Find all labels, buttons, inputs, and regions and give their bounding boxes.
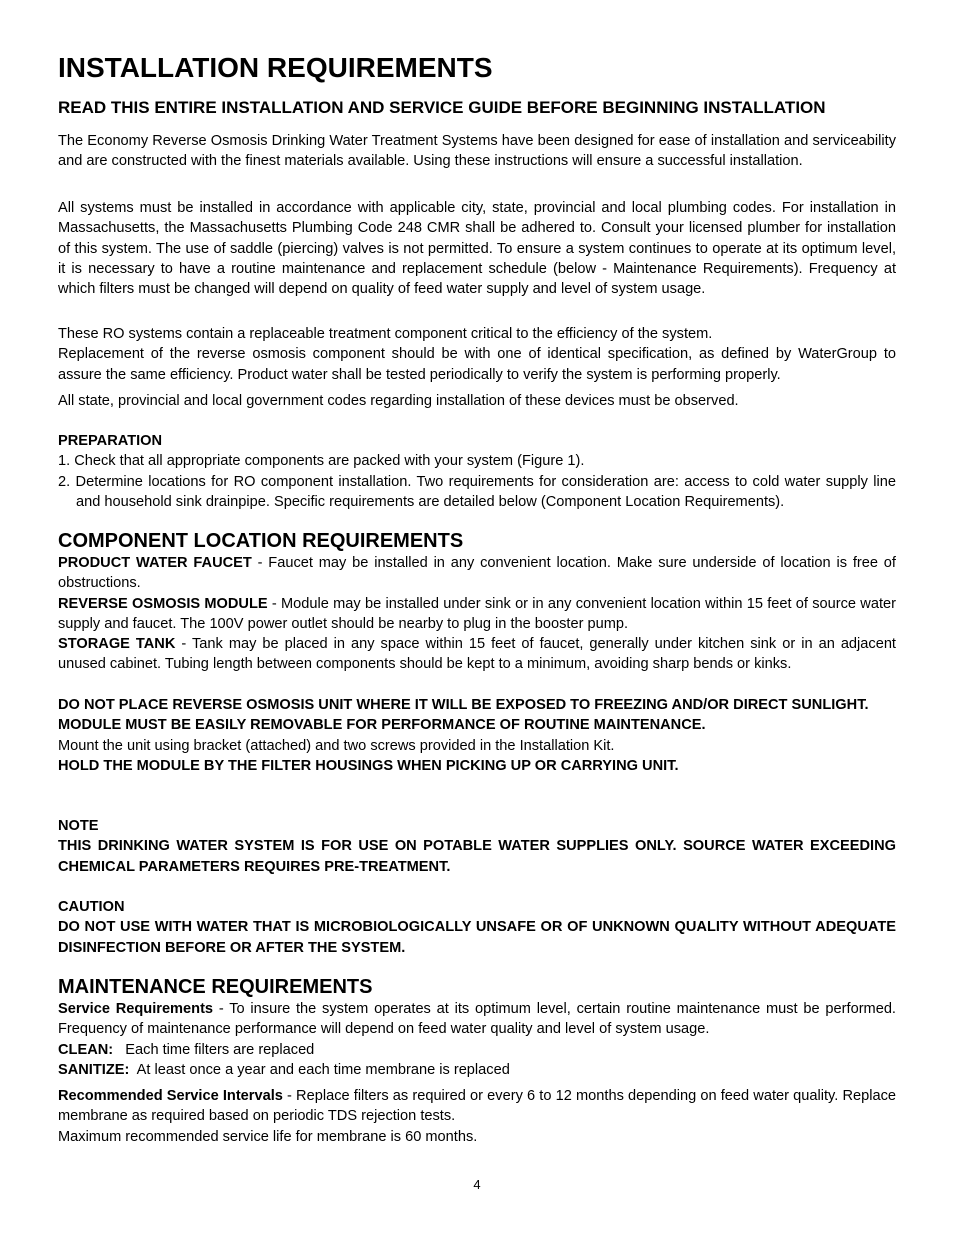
list-item: 1. Check that all appropriate components are packed with your system (Figure 1). — [58, 453, 585, 470]
component-section — [58, 553, 896, 675]
note-section: NOTE THIS DRINKING WATER SYSTEM IS FOR USE ON POTABLE WATER SUPPLIES ONLY. SOURCE WATER EXCEEDING CHEMICAL PARAMETERS REQUIRES PRE-TREATMENT. — [58, 818, 896, 875]
preparation-heading: PREPARATION — [58, 433, 163, 449]
component-item: PRODUCT WATER FAUCET - Faucet may be installed in any convenient location. Make sure underside of location is free of obstructions. — [58, 555, 896, 592]
page-title: INSTALLATION REQUIREMENTS — [58, 52, 493, 83]
component-item: STORAGE TANK - Tank may be placed in any space within 15 feet of faucet, generally under kitchen sink or in an adjacent unused cabinet. Tubing length between components should be kept to a minimum, avoiding sharp bends or kinks. — [58, 636, 896, 673]
preparation-section — [58, 431, 896, 512]
intro-paragraph-4: All state, provincial and local government codes regarding installation of these devices must be observed. — [58, 393, 739, 409]
intro-paragraph-1: The Economy Reverse Osmosis Drinking Water Treatment Systems have been designed for ease of installation and serviceability and are constructed with the finest materials available. Using these instructions will ensure a successful installation. — [58, 133, 896, 170]
component-item: REVERSE OSMOSIS MODULE - Module may be installed under sink or in any convenient location within 15 feet of source water supply and faucet. The 100V power outlet should be nearby to plug in the booster pump. — [58, 595, 896, 632]
caution-section: CAUTION DO NOT USE WITH WATER THAT IS MICROBIOLOGICALLY UNSAFE OR OF UNKNOWN QUALITY WITHOUT ADEQUATE DISINFECTION BEFORE OR AFTER THE SYSTEM. — [58, 899, 896, 956]
placement-warnings: DO NOT PLACE REVERSE OSMOSIS UNIT WHERE IT WILL BE EXPOSED TO FREEZING AND/OR DIRECT SUNLIGHT. MODULE MUST BE EASILY REMOVABLE FOR PERFORMANCE OF ROUTINE MAINTENANCE. Mount the unit using bracket (attached) and two screws provided in the Installation Kit. HOLD THE MODULE BY THE FILTER HOUSINGS WHEN PICKING UP OR CARRYING UNIT. — [58, 697, 869, 774]
intro-paragraph-2: All systems must be installed in accordance with applicable city, state, provincial and local plumbing codes. For installation in Massachusetts, the Massachusetts Plumbing Code 248 CMR shall be adhered to. Consult your licensed plumber for installation of this system. The use of saddle (piercing) valves is not permitted. To ensure a system continues to operate at its optimum level, it is necessary to have a routine maintenance and replacement schedule (below - Maintenance Requirements). Frequency at which filters must be changed will depend on quality of feed water supply and level of system usage. — [58, 200, 896, 298]
maintenance-section: Service Requirements - To insure the system operates at its optimum level, certain routine maintenance must be performed. Frequency of maintenance performance will depend on feed water quality and level of system usage. CLEAN: Each time filters are replaced SANITIZE: At least once a year and each time membrane is replaced Recommended Service Intervals - Replace filters as required or every 6 to 12 months depending on feed water quality. Replace membrane as required based on periodic TDS rejection tests. Maximum recommended service life for membrane is 60 months. — [58, 1001, 896, 1145]
subtitle: READ THIS ENTIRE INSTALLATION AND SERVICE GUIDE BEFORE BEGINNING INSTALLATION — [58, 98, 826, 117]
page-number: 4 — [473, 1177, 481, 1192]
maintenance-heading: MAINTENANCE REQUIREMENTS — [58, 976, 373, 998]
list-item: 2. Determine locations for RO component installation. Two requirements for consideration are: access to cold water supply line and household sink drainpipe. Specific requirements are detailed below (Component Location Requirements). — [58, 473, 896, 510]
component-heading: COMPONENT LOCATION REQUIREMENTS — [58, 530, 464, 552]
intro-paragraph-3: These RO systems contain a replaceable treatment component critical to the efficiency of the system. Replacement of the reverse osmosis component should be with one of identical specification, as defined by WaterGroup to assure the same efficiency. Product water shall be tested periodically to verify the system is performing properly. — [58, 326, 896, 383]
